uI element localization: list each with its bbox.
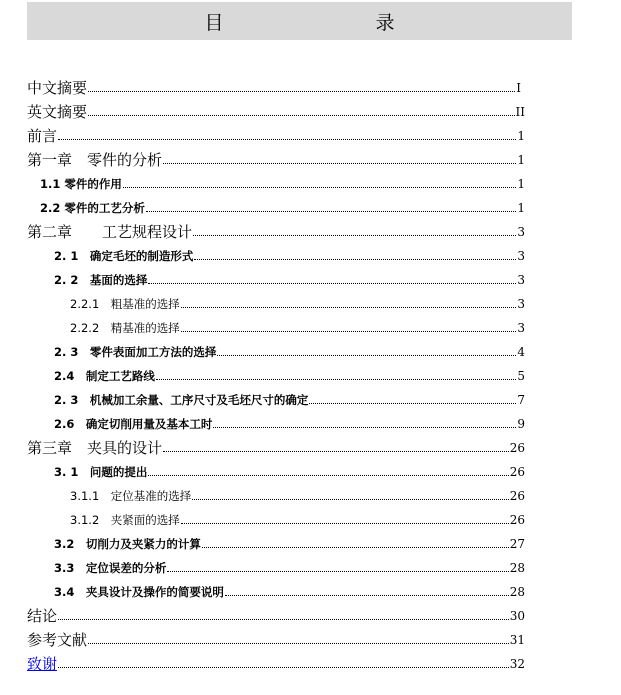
toc-entry-label: 第二章 工艺规程设计 <box>27 223 193 241</box>
leader-dots <box>192 499 508 500</box>
toc-entry-label: 2.4 制定工艺路线 <box>54 369 155 383</box>
toc-title: 目 录 <box>204 11 433 34</box>
toc-entry-page: 28 <box>509 585 525 599</box>
leader-dots <box>88 643 509 644</box>
toc-entry-page: 1 <box>517 129 525 143</box>
toc-entry-page: 32 <box>509 657 525 671</box>
toc-entry-page: 9 <box>517 417 525 431</box>
toc-entry-3-1[interactable] <box>54 461 525 481</box>
leader-dots <box>148 283 516 284</box>
toc-entry-label: 中文摘要 <box>27 79 88 97</box>
leader-dots <box>58 139 516 140</box>
leader-dots <box>148 475 508 476</box>
toc-entry-page: 26 <box>509 465 525 479</box>
leader-dots <box>194 259 516 260</box>
toc-entry-label: 参考文献 <box>27 631 88 649</box>
toc-entry-page: 28 <box>509 561 525 575</box>
toc-entry-chapter-1[interactable] <box>27 149 525 169</box>
leader-dots <box>146 211 516 212</box>
leader-dots <box>217 355 516 356</box>
toc-entry-page: 3 <box>517 249 525 263</box>
toc-entry-label: 3.2 切削力及夹紧力的计算 <box>54 537 201 551</box>
toc-entry-page: 5 <box>517 369 525 383</box>
toc-entry-page: 1 <box>517 177 525 191</box>
toc-entry-2-2-analysis[interactable] <box>40 197 525 217</box>
toc-entry-label: 3. 1 问题的提出 <box>54 465 148 479</box>
toc-entry-label: 2. 2 基面的选择 <box>54 273 148 287</box>
leader-dots <box>58 667 509 668</box>
toc-entry-label: 2.2.2 精基准的选择 <box>70 321 180 335</box>
toc-entry-page: 3 <box>517 273 525 287</box>
toc-entry-english-abstract[interactable] <box>27 101 525 121</box>
toc-title-bar <box>27 2 572 40</box>
toc-entry-page: 26 <box>509 513 525 527</box>
leader-dots <box>225 595 509 596</box>
leader-dots <box>58 619 509 620</box>
toc-entry-page: 3 <box>517 321 525 335</box>
toc-entry-label: 2. 1 确定毛坯的制造形式 <box>54 249 194 263</box>
toc-entry-2-6[interactable] <box>54 413 525 433</box>
leader-dots <box>167 571 508 572</box>
toc-entry-2-2-2[interactable] <box>70 317 525 337</box>
toc-entry-page: 27 <box>509 537 525 551</box>
toc-entry-label: 1.1 零件的作用 <box>40 177 122 191</box>
toc-entry-chapter-3[interactable] <box>27 437 525 457</box>
leader-dots <box>88 115 515 116</box>
toc-entry-label-link[interactable]: 致谢 <box>27 655 58 673</box>
leader-dots <box>163 451 509 452</box>
toc-entry-label: 2. 3 零件表面加工方法的选择 <box>54 345 217 359</box>
leader-dots <box>156 379 516 380</box>
toc-entry-label: 英文摘要 <box>27 103 88 121</box>
leader-dots <box>163 163 516 164</box>
leader-dots <box>193 235 516 236</box>
toc-entry-label: 3.1.1 定位基准的选择 <box>70 489 192 503</box>
leader-dots <box>123 187 516 188</box>
toc-entry-page: I <box>516 81 521 95</box>
toc-entry-page: II <box>515 105 525 119</box>
toc-entry-acknowledgements[interactable] <box>27 653 525 673</box>
toc-entry-page: 26 <box>509 489 525 503</box>
toc-entry-page: 30 <box>509 609 525 623</box>
toc-entry-2-3-allowance[interactable] <box>54 389 525 409</box>
toc-entry-label: 前言 <box>27 127 58 145</box>
toc-entry-conclusion[interactable] <box>27 605 525 625</box>
toc-entry-label: 3.4 夹具设计及操作的简要说明 <box>54 585 224 599</box>
toc-entry-page: 3 <box>517 225 525 239</box>
toc-entry-label: 结论 <box>27 607 58 625</box>
toc-entry-page: 1 <box>517 153 525 167</box>
leader-dots <box>309 403 516 404</box>
toc-entry-page: 26 <box>509 441 525 455</box>
leader-dots <box>88 91 515 92</box>
toc-entry-page: 31 <box>509 633 525 647</box>
toc-entry-label: 3.1.2 夹紧面的选择 <box>70 513 180 527</box>
toc-entry-3-2[interactable] <box>54 533 525 553</box>
toc-entry-2-4[interactable] <box>54 365 525 385</box>
leader-dots <box>181 523 509 524</box>
toc-entry-3-4[interactable] <box>54 581 525 601</box>
toc-entry-label: 第三章 夹具的设计 <box>27 439 163 457</box>
toc-entry-3-3[interactable] <box>54 557 525 577</box>
toc-entry-page: 3 <box>517 297 525 311</box>
leader-dots <box>181 307 517 308</box>
toc-entry-label: 2.6 确定切削用量及基本工时 <box>54 417 213 431</box>
toc-entry-preface[interactable] <box>27 125 525 145</box>
toc-entry-page: 1 <box>517 201 525 215</box>
leader-dots <box>181 331 517 332</box>
toc-entry-3-1-1[interactable] <box>70 485 525 505</box>
toc-entry-2-2[interactable] <box>54 269 525 289</box>
toc-entry-label: 3.3 定位误差的分析 <box>54 561 167 575</box>
toc-entry-2-1[interactable] <box>54 245 525 265</box>
toc-entry-2-3-surface[interactable] <box>54 341 525 361</box>
toc-entry-label: 第一章 零件的分析 <box>27 151 163 169</box>
toc-entry-page: 4 <box>517 345 525 359</box>
toc-entry-references[interactable] <box>27 629 525 649</box>
toc-entry-page: 7 <box>517 393 525 407</box>
toc-entry-2-2-1[interactable] <box>70 293 525 313</box>
leader-dots <box>202 547 509 548</box>
toc-entry-label: 2. 3 机械加工余量、工序尺寸及毛坯尺寸的确定 <box>54 393 309 407</box>
toc-entry-chapter-2[interactable] <box>27 221 525 241</box>
toc-entry-3-1-2[interactable] <box>70 509 525 529</box>
toc-entry-label: 2.2 零件的工艺分析 <box>40 201 145 215</box>
toc-entry-label: 2.2.1 粗基准的选择 <box>70 297 180 311</box>
leader-dots <box>213 427 516 428</box>
toc-entry-chinese-abstract[interactable] <box>27 77 525 97</box>
toc-entry-1-1[interactable] <box>40 173 525 193</box>
